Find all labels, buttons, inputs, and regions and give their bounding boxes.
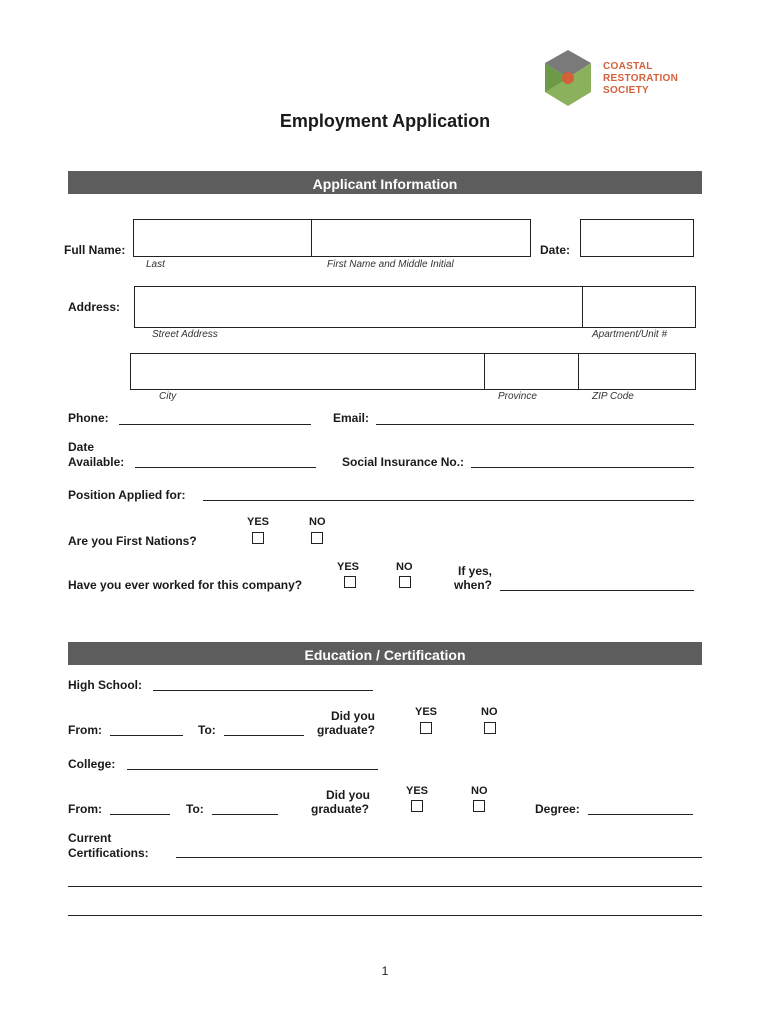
hs-to-label: To: [198, 723, 216, 737]
college-from-label: From: [68, 802, 102, 816]
college-to-field[interactable] [212, 814, 278, 815]
certifications-field-line-3[interactable] [68, 915, 702, 916]
college-yes-label: YES [406, 785, 429, 797]
if-yes-label-2: when? [454, 578, 492, 592]
street-sub-label: Street Address [152, 329, 218, 340]
last-sub-label: Last [146, 259, 165, 270]
hs-yes-label: YES [415, 706, 438, 718]
first-sub-label: First Name and Middle Initial [327, 259, 454, 270]
position-field[interactable] [203, 500, 694, 501]
high-school-label: High School: [68, 678, 142, 692]
first-name-field[interactable] [311, 219, 531, 257]
apartment-field[interactable] [582, 286, 696, 328]
hs-graduate-label: graduate? [317, 723, 376, 737]
logo-line-2: RESTORATION [603, 73, 679, 84]
date-available-field[interactable] [135, 467, 316, 468]
first-nations-question: Are you First Nations? [68, 534, 197, 548]
email-label: Email: [333, 411, 370, 425]
degree-field[interactable] [588, 814, 693, 815]
full-name-label: Full Name: [64, 243, 126, 257]
college-no-checkbox[interactable] [473, 800, 485, 812]
hs-to-field[interactable] [224, 735, 304, 736]
college-yes-checkbox[interactable] [411, 800, 423, 812]
first-nations-no-label: NO [309, 516, 326, 528]
hs-no-label: NO [481, 706, 498, 718]
worked-yes-label: YES [337, 561, 360, 573]
section-header-applicant: Applicant Information [68, 171, 702, 194]
first-nations-yes-checkbox[interactable] [252, 532, 264, 544]
sin-field[interactable] [471, 467, 694, 468]
date-field[interactable] [580, 219, 694, 257]
certifications-label-2: Certifications: [68, 846, 149, 860]
worked-no-label: NO [396, 561, 413, 573]
worked-no-checkbox[interactable] [399, 576, 411, 588]
hs-yes-checkbox[interactable] [420, 722, 432, 734]
phone-label: Phone: [68, 411, 109, 425]
province-field[interactable] [484, 353, 579, 390]
section-header-education: Education / Certification [68, 642, 702, 665]
hs-no-checkbox[interactable] [484, 722, 496, 734]
province-sub-label: Province [498, 391, 537, 402]
city-sub-label: City [159, 391, 177, 402]
worked-when-field[interactable] [500, 590, 694, 591]
college-did-you-label: Did you [326, 788, 370, 802]
first-nations-no-checkbox[interactable] [311, 532, 323, 544]
hs-did-you-label: Did you [331, 709, 375, 723]
date-label: Date: [540, 243, 571, 257]
college-graduate-label: graduate? [311, 802, 370, 816]
logo-line-3: SOCIETY [603, 85, 649, 96]
degree-label: Degree: [535, 802, 580, 816]
logo-line-1: COASTAL [603, 61, 653, 72]
worked-question: Have you ever worked for this company? [68, 578, 303, 592]
page-number: 1 [381, 964, 389, 978]
address-label: Address: [68, 300, 121, 314]
phone-field[interactable] [119, 424, 311, 425]
high-school-field[interactable] [153, 690, 373, 691]
college-field[interactable] [127, 769, 378, 770]
logo [537, 48, 697, 110]
city-field[interactable] [130, 353, 485, 390]
date-available-label-2: Available: [68, 455, 125, 469]
zip-sub-label: ZIP Code [592, 391, 634, 402]
certifications-field-line-1[interactable] [176, 857, 702, 858]
sin-label: Social Insurance No.: [342, 455, 465, 469]
apt-sub-label: Apartment/Unit # [592, 329, 668, 340]
first-nations-yes-label: YES [247, 516, 270, 528]
hs-from-field[interactable] [110, 735, 183, 736]
hs-from-label: From: [68, 723, 102, 737]
last-name-field[interactable] [133, 219, 312, 257]
page-title: Employment Application [279, 111, 491, 131]
college-no-label: NO [471, 785, 488, 797]
street-address-field[interactable] [134, 286, 583, 328]
position-label: Position Applied for: [68, 488, 186, 502]
certifications-label-1: Current [68, 831, 112, 845]
college-label: College: [68, 757, 116, 771]
date-available-label-1: Date [68, 440, 95, 454]
certifications-field-line-2[interactable] [68, 886, 702, 887]
logo-mark-icon [537, 48, 599, 110]
college-from-field[interactable] [110, 814, 170, 815]
college-to-label: To: [186, 802, 204, 816]
worked-yes-checkbox[interactable] [344, 576, 356, 588]
zip-field[interactable] [578, 353, 696, 390]
email-field[interactable] [376, 424, 694, 425]
if-yes-label-1: If yes, [458, 564, 493, 578]
